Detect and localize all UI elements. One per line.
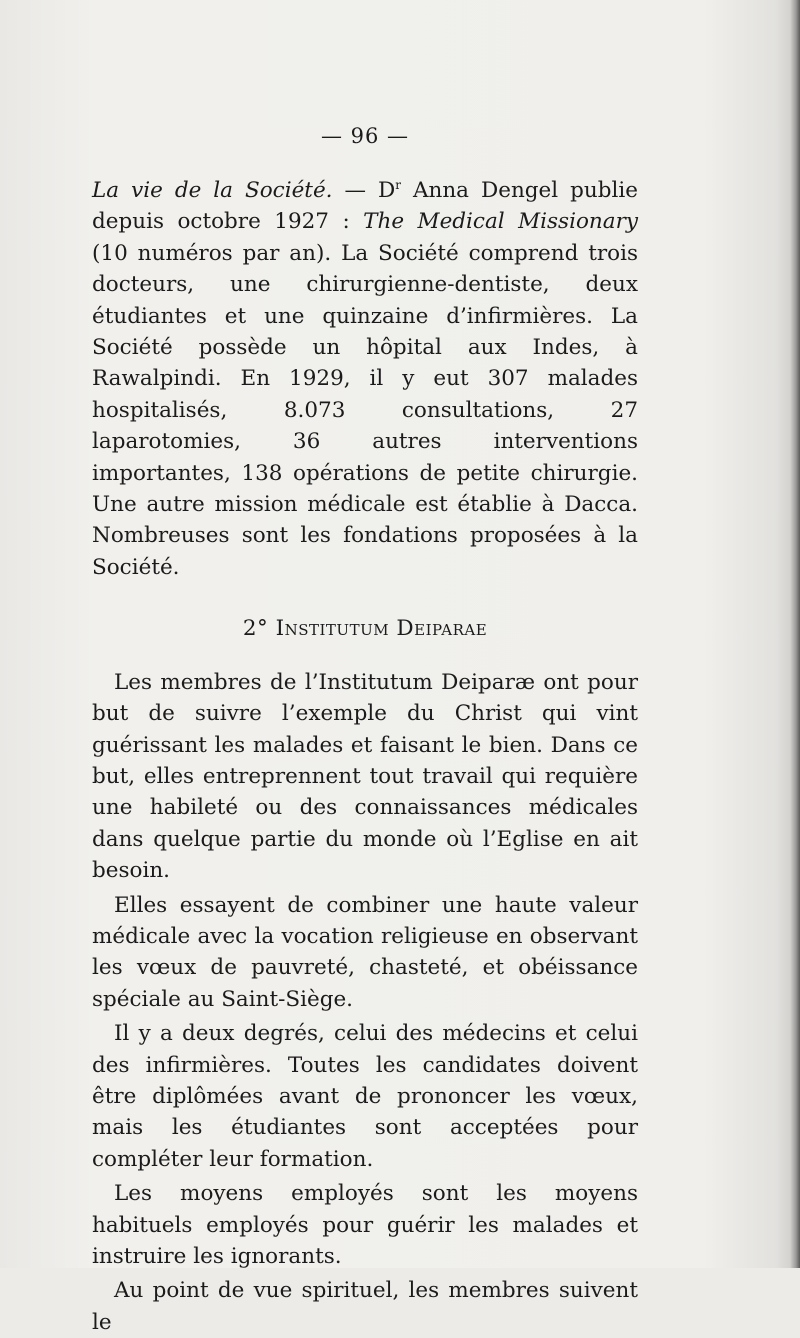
paragraph-text-a: Anna Dengel publie depuis octobre 1927 : bbox=[92, 178, 638, 235]
page-edge-shadow bbox=[790, 0, 800, 1268]
page-number: — 96 — bbox=[320, 124, 410, 148]
paragraph-text-b: (10 numéros par an). La Société comprend trois docteurs, une chirurgienne-dentiste, deux étudiantes et une quinzaine d’infirmières. La Société possède un hôpital aux Indes, à Rawalpindi. En 1929, il y eut 307 malades hospitalisés, 8.073 consultations, 27 laparotomies, 36 autres interventions importantes, 138 opérations de petite chirurgie. Une autre mission médicale est établie à Dacca. Nombreuses sont les fondations proposées à la Société. bbox=[92, 240, 638, 580]
paragraph: Les moyens employés sont les moyens habituels employés pour guérir les malades et instruire les ignorants. bbox=[92, 1181, 638, 1269]
paragraph: Elles essayent de combiner une haute valeur médicale avec la vocation religieuse en observant les vœux de pauvreté, chasteté, et obéissance spéciale au Saint-Siège. bbox=[92, 892, 638, 1012]
paragraph: Il y a deux degrés, celui des médecins et celui des infirmières. Toutes les candidates doivent être diplômées avant de prononcer les vœux, mais les étudiantes sont acceptées pour compléter leur formation. bbox=[92, 1021, 638, 1172]
paragraph: Au point de vue spirituel, les membres suivent le bbox=[92, 1278, 638, 1335]
body-text bbox=[92, 175, 638, 1338]
dash-doctor: — D bbox=[332, 178, 396, 203]
lead-title: La vie de la Société. bbox=[92, 178, 333, 203]
doctor-superscript: r bbox=[395, 177, 401, 192]
section-institutum bbox=[92, 667, 638, 1338]
paragraph: Les membres de l’Institutum Deiparæ ont pour but de suivre l’exemple du Christ qui vint guérissant les malades et faisant le bien. Dans ce but, elles entreprennent tout travail qui requière une habileté ou des connaissances médicales dans quelque partie du monde où l’Eglise en ait besoin. bbox=[92, 669, 638, 884]
paragraph-society-life bbox=[92, 175, 638, 583]
section-heading: 2° Institutum Deiparae bbox=[242, 616, 488, 642]
journal-title: The Medical Missionary bbox=[363, 209, 638, 235]
